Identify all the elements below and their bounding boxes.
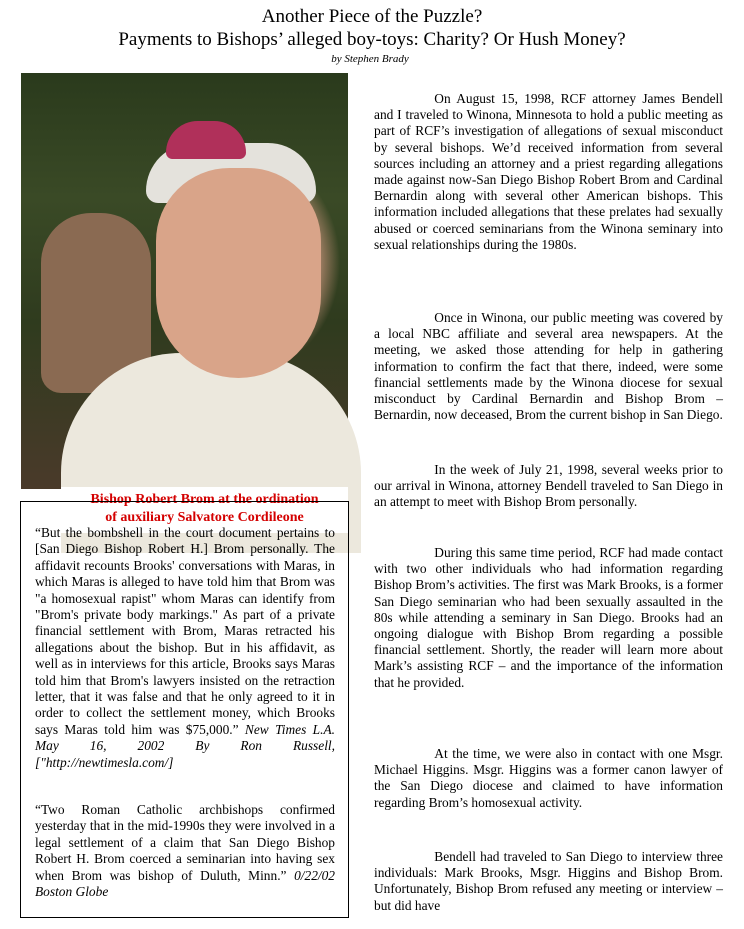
article-paragraph-6: Bendell had traveled to San Diego to interview three individuals: Mark Brooks, Msgr. Higgins and Bishop Brom. Unfortunately, Bishop Brom refused any meeting or interview – but did have [374, 849, 723, 913]
quote-2-source: 0/22/02 Boston Globe [35, 867, 335, 900]
quote-1 [35, 525, 335, 771]
quote-1-source: New Times L.A. May 16, 2002 By Ron Russell, ["http://newtimesla.com/] [35, 721, 335, 770]
article-paragraph-3: In the week of July 21, 1998, several weeks prior to our arrival in Winona, attorney Bendell traveled to San Diego in an attempt to meet with Bishop Brom personally. [374, 462, 723, 510]
quote-sidebar [20, 501, 349, 918]
quote-1-text: “But the bombshell in the court document pertains to [San Diego Bishop Robert H.] Brom personally. The affidavit recounts Brooks' conversations with Maras, in which Maras is alleged to have told him that Brom was "a homosexual rapist" whom Maras can identify from "Brom's private body markings." As part of a private financial settlement with Brom, Maras retracted his allegations about the bishop. But in his affidavit, as well as in interviews for this article, Brooks says Maras told him that Brom's lawyers insisted on the retraction letter, that it was false and that he only agreed to it in order to collect the settlement money, which Brooks says Maras told him was $75,000.” [35, 525, 335, 737]
headline-line-1: Another Piece of the Puzzle? [261, 6, 483, 27]
article-paragraph-4: During this same time period, RCF had made contact with two other individuals who had information regarding Bishop Brom’s activities. The first was Mark Brooks, is a former San Diego seminarian who had been sexually assaulted in the 80s while attending a seminary in San Diego. Brooks had an ongoing dialogue with Bishop Brom regarding a possible financial settlement. Shortly, the reader will learn more about Mark’s assisting RCF – and the importance of the information that he provided. [374, 545, 723, 690]
byline: by Stephen Brady [331, 53, 409, 65]
article-paragraph-1: On August 15, 1998, RCF attorney James Bendell and I traveled to Winona, Minnesota to hold a public meeting as part of RCF’s investigation of allegations of sexual misconduct by several bishops. We’d received information from several sources including an attorney and a priest regarding allegations made against now-San Diego Bishop Robert Brom and Cardinal Bernardin along with several other American bishops. This information included allegations that these prelates had sexually abused or coerced seminarians from the Winona seminary into sexual relationships during the 1980s. [374, 91, 723, 252]
headline-line-2: Payments to Bishops’ alleged boy-toys: Charity? Or Hush Money? [118, 29, 626, 50]
face [156, 168, 321, 378]
article-paragraph-2: Once in Winona, our public meeting was covered by a local NBC affiliate and several area newspapers. At the meeting, we asked those attending for help in gathering information to confirm the fact that there, indeed, were some financial settlements made by the Winona diocese for sexual misconduct by Cardinal Bernardin and Bishop Brom – Bernardin, now deceased, Brom the current bishop in San Diego. [374, 310, 723, 423]
caption-line-1: Bishop Robert Brom at the ordination [90, 492, 319, 507]
caption-line-2: of auxiliary Salvatore Cordileone [105, 510, 304, 525]
bishop-photo [21, 73, 348, 525]
zucchetto-cap [166, 121, 246, 159]
quote-2-text: “Two Roman Catholic archbishops confirmed yesterday that in the mid-1990s they were involved in a legal settlement of a claim that San Diego Bishop Robert H. Brom coerced a seminarian into having sex when Brom was bishop of Duluth, Minn.” [35, 802, 335, 883]
article-paragraph-5: At the time, we were also in contact with one Msgr. Michael Higgins. Msgr. Higgins was a former canon lawyer of the San Diego diocese and claimed to have information regarding Brom’s homosexual activity. [374, 746, 723, 810]
quote-2 [35, 802, 335, 900]
